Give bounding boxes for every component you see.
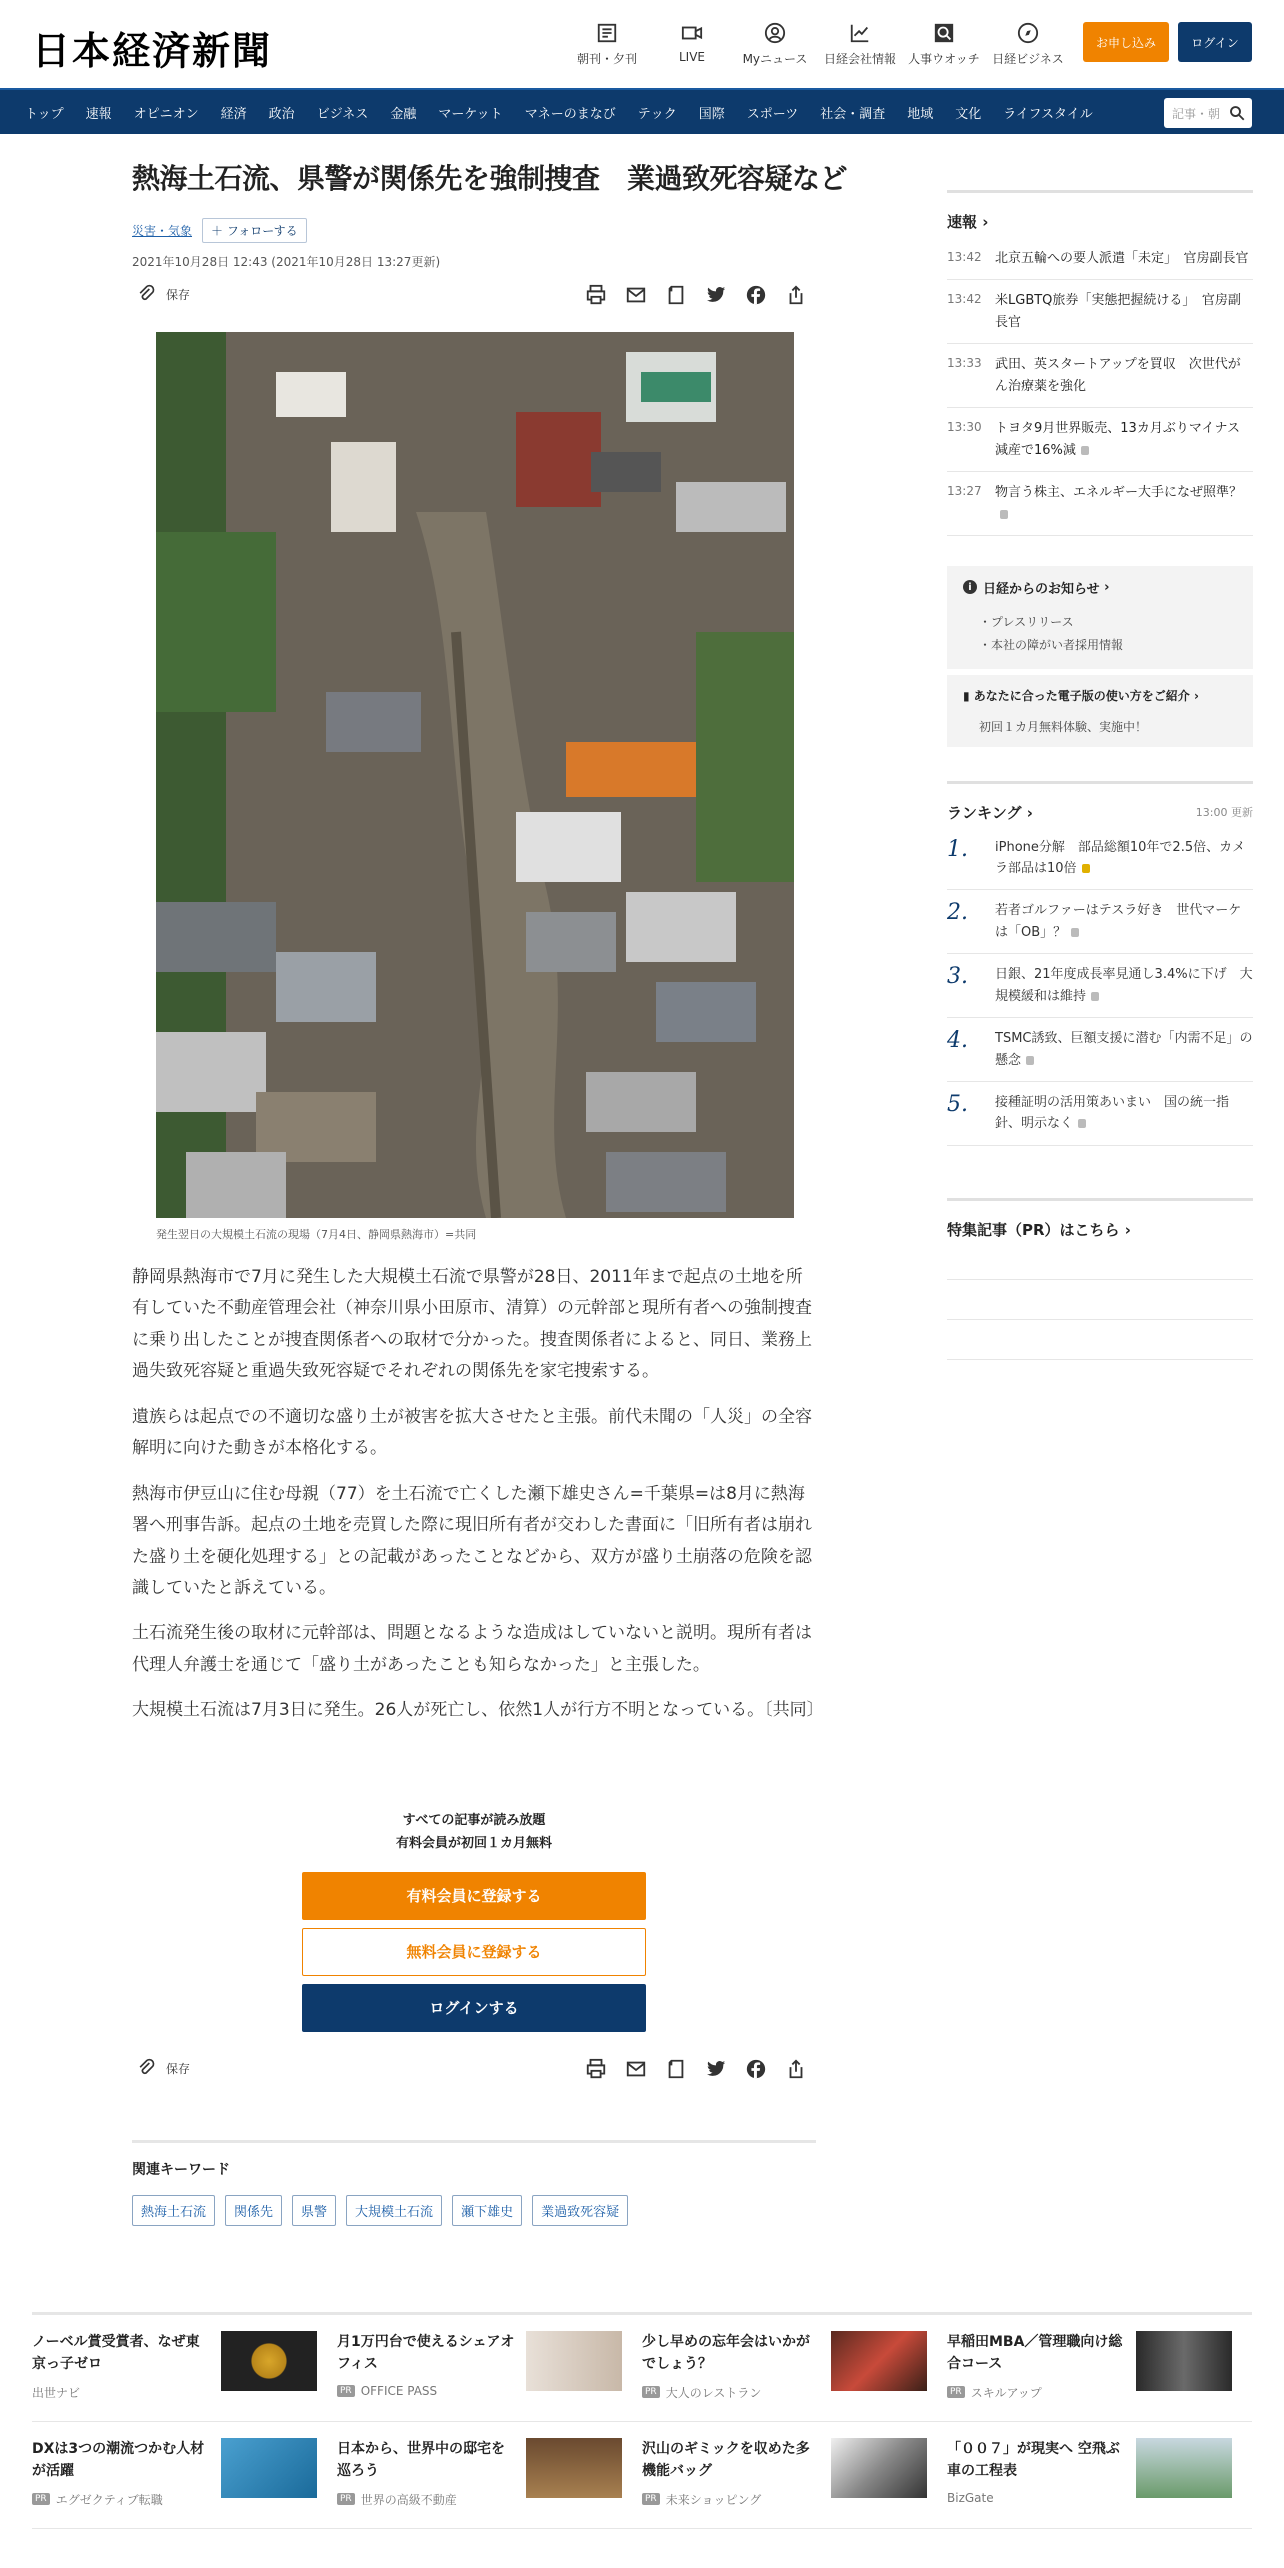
gnav-item[interactable]: トップ bbox=[25, 106, 64, 122]
nav-my-news[interactable]: Myニュース bbox=[730, 22, 820, 67]
paywall bbox=[302, 1810, 646, 2032]
ranking-item[interactable]: 1. iPhone分解 部品総額10年で2.5倍、カメラ部品は10倍 bbox=[947, 827, 1253, 891]
promo-thumbnail bbox=[831, 2331, 927, 2391]
mail-icon bbox=[625, 2058, 647, 2080]
flash-news-item[interactable]: 13:42 北京五輪への要人派遣「未定」 官房副長官 bbox=[947, 238, 1253, 280]
gnav-item[interactable]: 社会・調査 bbox=[820, 106, 886, 122]
nav-morning-evening[interactable]: 朝刊・夕刊 bbox=[562, 22, 652, 67]
subscribe-button[interactable]: お申し込み bbox=[1083, 22, 1169, 62]
share-button[interactable] bbox=[776, 2058, 816, 2080]
print-button[interactable] bbox=[576, 284, 616, 306]
chevron-right-icon: › bbox=[982, 213, 989, 231]
pr-badge: PR bbox=[337, 2385, 355, 2397]
promo-thumbnail bbox=[221, 2331, 317, 2391]
ranking-item[interactable]: 5. 接種証明の活用策あいまい 国の統一指針、明示なく bbox=[947, 1082, 1253, 1146]
promo-thumbnail bbox=[1136, 2438, 1232, 2498]
promo-card[interactable]: 「００７」が現実へ 空飛ぶ車の工程表 BizGate bbox=[947, 2438, 1252, 2508]
related-keywords bbox=[132, 2140, 816, 2226]
nav-live[interactable]: LIVE bbox=[647, 22, 737, 64]
twitter-share-button[interactable] bbox=[696, 2058, 736, 2080]
promo-grid bbox=[32, 2312, 1252, 2529]
pr-slot bbox=[947, 1320, 1253, 1360]
facebook-share-button[interactable] bbox=[736, 2058, 776, 2080]
nikkei-notice-box bbox=[947, 566, 1253, 669]
ranking-item[interactable]: 3. 日銀、21年度成長率見通し3.4%に下げ 大規模緩和は維持 bbox=[947, 954, 1253, 1018]
search-icon[interactable] bbox=[1228, 104, 1246, 122]
share-button[interactable] bbox=[776, 284, 816, 306]
lock-icon bbox=[1078, 1119, 1086, 1128]
nav-company-info[interactable]: 日経会社情報 bbox=[815, 22, 905, 67]
paperclip-icon bbox=[136, 2058, 156, 2078]
print-icon bbox=[585, 284, 607, 306]
promo-card[interactable]: DXは3つの潮流つかむ人材が活躍 PR エグゼクティブ転職 bbox=[32, 2438, 337, 2508]
nikkei-logo[interactable]: 日本経済新聞 bbox=[32, 28, 273, 73]
nav-nikkei-business[interactable]: 日経ビジネス bbox=[983, 22, 1073, 67]
keyword-tag[interactable]: 瀬下雄史 bbox=[452, 2195, 522, 2226]
flash-news-item[interactable]: 13:27 物言う株主、エネルギー大手になぜ照準？ bbox=[947, 472, 1253, 536]
save-button[interactable]: 保存 bbox=[136, 284, 190, 304]
facebook-share-button[interactable] bbox=[736, 284, 776, 306]
global-nav bbox=[0, 88, 1284, 134]
gnav-item[interactable]: 経済 bbox=[220, 106, 247, 122]
note-icon bbox=[665, 2058, 687, 2080]
pr-slot bbox=[947, 1240, 1253, 1280]
facebook-icon bbox=[745, 2058, 767, 2080]
pr-badge: PR bbox=[947, 2386, 965, 2398]
gnav-item[interactable]: 国際 bbox=[698, 106, 725, 122]
share-icon bbox=[785, 2058, 807, 2080]
notice-link[interactable]: ・ プレスリリース bbox=[979, 611, 1237, 634]
promo-card[interactable]: 月1万円台で使えるシェアオフィス PR OFFICE PASS bbox=[337, 2331, 642, 2401]
book-icon: ▮ bbox=[963, 688, 974, 703]
twitter-icon bbox=[705, 284, 727, 306]
ranking-item[interactable]: 2. 若者ゴルファーはテスラ好き 世代マーケは「OB」？ bbox=[947, 890, 1253, 954]
gnav-item[interactable]: マーケット bbox=[438, 106, 503, 122]
promo-thumbnail bbox=[831, 2438, 927, 2498]
article-photo[interactable] bbox=[156, 332, 794, 1218]
landslide-aerial-photo bbox=[156, 332, 794, 1218]
paragraph: 大規模土石流は7月3日に発生。26人が死亡し、依然1人が行方不明となっている。〔共同〕 bbox=[132, 1700, 824, 1721]
gnav-item[interactable]: スポーツ bbox=[746, 106, 799, 122]
sidebar bbox=[947, 190, 1253, 1360]
compass-icon bbox=[1017, 22, 1039, 44]
photo-caption: 発生翌日の大規模土石流の現場（7月4日、静岡県熱海市）=共同 bbox=[156, 1228, 477, 1241]
twitter-icon bbox=[705, 2058, 727, 2080]
article bbox=[132, 160, 848, 2220]
facebook-icon bbox=[745, 284, 767, 306]
gnav-item[interactable]: オピニオン bbox=[133, 106, 199, 122]
share-icon bbox=[785, 284, 807, 306]
info-icon: i bbox=[963, 580, 977, 594]
gnav-item[interactable]: 地域 bbox=[907, 106, 934, 122]
login-button[interactable]: ログイン bbox=[1178, 22, 1252, 62]
paperclip-icon bbox=[136, 284, 156, 304]
topic-tag[interactable]: 災害・気象 bbox=[132, 223, 193, 238]
mail-button[interactable] bbox=[616, 2058, 656, 2080]
keyword-tag[interactable]: 関係先 bbox=[225, 2195, 282, 2226]
clip-button[interactable] bbox=[656, 2058, 696, 2080]
notice-heading[interactable]: i 日経からのお知らせ › bbox=[963, 578, 1237, 597]
newspaper-icon bbox=[596, 22, 618, 44]
paragraph: 静岡県熱海市で7月に発生した大規模土石流で県警が28日、2011年まで起点の土地を所有していた不動産管理会社（神奈川県小田原市、清算）の元幹部と現所有者への強制捜査に乗り出したことが捜査関係者への取材で分かった。捜査関係者によると、同日、業務上過失致死容疑と重過失致死容疑でそれぞれの関係先を家宅捜索する。 bbox=[132, 1267, 812, 1382]
gnav-item[interactable]: 政治 bbox=[268, 106, 295, 122]
keyword-tag[interactable]: 大規模土石流 bbox=[346, 2195, 442, 2226]
gnav-item[interactable]: ライフスタイル bbox=[1003, 106, 1093, 122]
lock-icon bbox=[1026, 1056, 1034, 1065]
paragraph: 土石流発生後の取材に元幹部は、問題となるような造成はしていないと説明。現所有者は代理人弁護士を通じて「盛り土があったことも知らなかった」と主張した。 bbox=[132, 1623, 812, 1675]
lock-icon bbox=[1081, 446, 1089, 455]
gnav-item[interactable]: マネーのまなび bbox=[524, 106, 616, 122]
lock-icon bbox=[1082, 864, 1090, 873]
paid-signup-button[interactable]: 有料会員に登録する bbox=[302, 1872, 646, 1920]
article-title: 熱海土石流、県警が関係先を強制捜査 業過致死容疑など bbox=[132, 162, 848, 195]
keywords-heading: 関連キーワード bbox=[132, 2162, 230, 2178]
user-icon bbox=[764, 22, 786, 44]
free-signup-button[interactable]: 無料会員に登録する bbox=[302, 1928, 646, 1976]
keyword-tag[interactable]: 業過致死容疑 bbox=[532, 2195, 628, 2226]
article-toolbar bbox=[132, 280, 816, 312]
gnav-item[interactable]: ビジネス bbox=[316, 106, 369, 122]
video-icon bbox=[681, 22, 703, 44]
keyword-tag[interactable]: 熱海土石流 bbox=[132, 2195, 215, 2226]
pr-features-heading[interactable]: 特集記事（PR）はこちら › bbox=[947, 1198, 1253, 1240]
search-person-icon bbox=[933, 22, 955, 44]
chart-icon bbox=[849, 22, 871, 44]
ebook-guide-heading[interactable]: ▮ あなたに合った電子版の使い方をご紹介 › bbox=[963, 688, 1199, 703]
ranking-item[interactable]: 4. TSMC誘致、巨額支援に潜む「内需不足」の懸念 bbox=[947, 1018, 1253, 1082]
gnav-item[interactable]: テック bbox=[637, 106, 677, 122]
gnav-item[interactable]: 文化 bbox=[955, 106, 982, 122]
article-date: 2021年10月28日 12:43 (2021年10月28日 13:27更新) bbox=[132, 254, 441, 269]
lock-icon bbox=[1000, 510, 1008, 519]
ebook-guide-box bbox=[947, 675, 1253, 747]
gnav-item[interactable]: 速報 bbox=[85, 106, 112, 122]
search-input[interactable]: 記事・朝 bbox=[1164, 98, 1252, 128]
flash-news-item[interactable]: 13:42 米LGBTQ旅券「実態把握続ける」 官房副長官 bbox=[947, 280, 1253, 344]
paywall-login-button[interactable]: ログインする bbox=[302, 1984, 646, 2032]
pr-badge: PR bbox=[642, 2493, 660, 2505]
ebook-guide-link[interactable]: 初回１カ月無料体験、実施中！ bbox=[979, 719, 1148, 734]
ranking-updated: 13:00 更新 bbox=[1195, 806, 1253, 820]
pr-slot bbox=[947, 1280, 1253, 1320]
flash-news-item[interactable]: 13:33 武田、英スタートアップを買収 次世代がん治療薬を強化 bbox=[947, 344, 1253, 408]
paragraph: 遺族らは起点での不適切な盛り土が被害を拡大させたと主張。前代未聞の「人災」の全容解明に向けた動きが本格化する。 bbox=[132, 1406, 812, 1459]
lock-icon bbox=[1071, 928, 1079, 937]
promo-thumbnail bbox=[526, 2438, 622, 2498]
nav-personnel-watch[interactable]: 人事ウオッチ bbox=[899, 22, 989, 67]
promo-card[interactable]: ノーベル賞受賞者、なぜ東京っ子ゼロ 出世ナビ bbox=[32, 2331, 337, 2401]
article-body bbox=[132, 1262, 824, 1741]
promo-card[interactable]: 日本から、世界中の邸宅を巡ろう PR 世界の高級不動産 bbox=[337, 2438, 642, 2508]
print-icon bbox=[585, 2058, 607, 2080]
pr-badge: PR bbox=[337, 2493, 355, 2505]
paywall-line: 有料会員が初回１カ月無料 bbox=[395, 1835, 552, 1851]
pr-badge: PR bbox=[32, 2493, 50, 2505]
paywall-line: すべての記事が読み放題 bbox=[402, 1813, 546, 1828]
lock-icon bbox=[1091, 992, 1099, 1001]
follow-button[interactable]: ＋ フォローする bbox=[202, 218, 307, 243]
promo-card[interactable]: 少し早めの忘年会はいかがでしょう？ PR 大人のレストラン bbox=[642, 2331, 947, 2401]
promo-card[interactable]: 早稲田MBA／管理職向け総合コース PR スキルアップ bbox=[947, 2331, 1252, 2401]
flash-news-item[interactable]: 13:30 トヨタ9月世界販売、13カ月ぶりマイナス 減産で16%減 bbox=[947, 408, 1253, 472]
promo-thumbnail bbox=[1136, 2331, 1232, 2391]
twitter-share-button[interactable] bbox=[696, 284, 736, 306]
keyword-tag[interactable]: 県警 bbox=[292, 2195, 336, 2226]
clip-button[interactable] bbox=[656, 284, 696, 306]
print-button[interactable] bbox=[576, 2058, 616, 2080]
promo-thumbnail bbox=[526, 2331, 622, 2391]
pr-badge: PR bbox=[642, 2386, 660, 2398]
notice-link[interactable]: ・ 本社の障がい者採用情報 bbox=[979, 634, 1237, 657]
article-toolbar-bottom bbox=[132, 2054, 816, 2086]
mail-button[interactable] bbox=[616, 284, 656, 306]
paragraph: 熱海市伊豆山に住む母親（77）を土石流で亡くした瀬下雄史さん=千葉県=は8月に熱海署へ刑事告訴。起点の土地を売買した際に現旧所有者が交わした書面に「旧所有者は崩れた盛り土を硬化処理する」との記載があったことなどから、双方が盛り土崩落の危険を認識していたと訴えている。 bbox=[132, 1483, 812, 1598]
flash-news-heading[interactable]: 速報 › bbox=[947, 190, 1253, 232]
promo-thumbnail bbox=[221, 2438, 317, 2498]
save-button[interactable]: 保存 bbox=[136, 2058, 190, 2078]
site-header bbox=[0, 0, 1284, 88]
promo-card[interactable]: 沢山のギミックを収めた多機能バッグ PR 未来ショッピング bbox=[642, 2438, 947, 2508]
gnav-item[interactable]: 金融 bbox=[390, 106, 417, 122]
mail-icon bbox=[625, 284, 647, 306]
ranking-heading: ランキング › 13:00 更新 bbox=[947, 781, 1253, 823]
note-icon bbox=[665, 284, 687, 306]
